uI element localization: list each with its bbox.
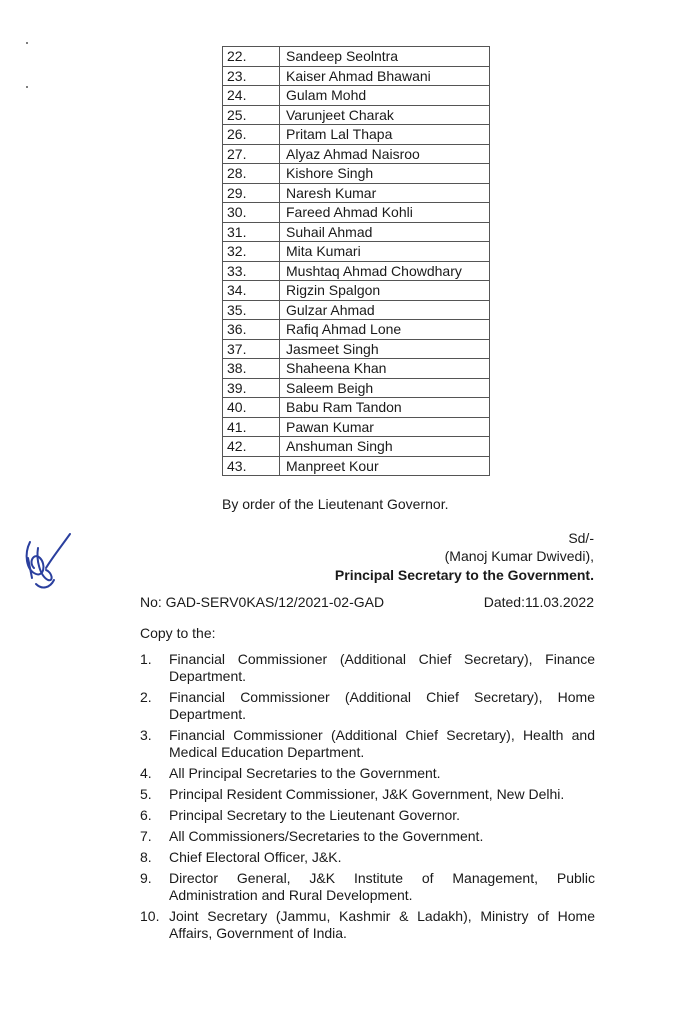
list-item-text: Joint Secretary (Jammu, Kashmir & Ladakh), Ministry of Home Affairs, Government of India. (169, 908, 595, 941)
list-item-text: Principal Secretary to the Lieutenant Governor. (169, 807, 461, 823)
name-cell: Pritam Lal Thapa (280, 125, 490, 145)
name-cell: Mita Kumari (280, 242, 490, 262)
name-cell: Rafiq Ahmad Lone (280, 320, 490, 340)
list-item-number: 4. (140, 765, 152, 781)
serial-number-cell: 33. (223, 261, 280, 281)
serial-number-cell: 42. (223, 437, 280, 457)
list-item-number: 2. (140, 689, 152, 705)
name-cell: Jasmeet Singh (280, 339, 490, 359)
table-row (223, 125, 490, 145)
list-item-number: 10. (140, 908, 160, 924)
list-item (140, 765, 595, 782)
list-item-number: 5. (140, 786, 152, 802)
table-row (223, 281, 490, 301)
table-row (223, 242, 490, 262)
list-item-text: All Commissioners/Secretaries to the Government. (169, 828, 484, 844)
serial-number-cell: 29. (223, 183, 280, 203)
list-item (140, 786, 595, 803)
table-row (223, 417, 490, 437)
name-cell: Sandeep Seolntra (280, 47, 490, 67)
table-row (223, 339, 490, 359)
serial-number-cell: 26. (223, 125, 280, 145)
list-item-number: 8. (140, 849, 152, 865)
list-item (140, 651, 595, 685)
name-cell: Anshuman Singh (280, 437, 490, 457)
name-cell: Varunjeet Charak (280, 105, 490, 125)
serial-number-cell: 27. (223, 144, 280, 164)
name-cell: Suhail Ahmad (280, 222, 490, 242)
table-row (223, 47, 490, 67)
list-item-number: 7. (140, 828, 152, 844)
name-cell: Alyaz Ahmad Naisroo (280, 144, 490, 164)
name-cell: Gulzar Ahmad (280, 300, 490, 320)
list-item-number: 6. (140, 807, 152, 823)
serial-number-cell: 30. (223, 203, 280, 223)
serial-number-cell: 39. (223, 378, 280, 398)
name-cell: Kishore Singh (280, 164, 490, 184)
serial-number-cell: 43. (223, 456, 280, 476)
name-cell: Gulam Mohd (280, 86, 490, 106)
name-cell: Babu Ram Tandon (280, 398, 490, 418)
serial-number-cell: 41. (223, 417, 280, 437)
scan-speck (26, 42, 28, 44)
handwritten-initials-signature (16, 528, 76, 598)
signer-name: (Manoj Kumar Dwivedi), (444, 548, 594, 564)
names-table-body (223, 47, 490, 476)
table-row (223, 320, 490, 340)
serial-number-cell: 23. (223, 66, 280, 86)
table-row (223, 261, 490, 281)
reference-number: No: GAD-SERV0KAS/12/2021-02-GAD (140, 594, 385, 610)
table-row (223, 86, 490, 106)
list-item-number: 1. (140, 651, 152, 667)
serial-number-cell: 28. (223, 164, 280, 184)
list-item (140, 908, 595, 942)
table-row (223, 222, 490, 242)
table-row (223, 66, 490, 86)
table-row (223, 183, 490, 203)
list-item-text: Chief Electoral Officer, J&K. (169, 849, 342, 865)
serial-number-cell: 34. (223, 281, 280, 301)
serial-number-cell: 35. (223, 300, 280, 320)
serial-number-cell: 36. (223, 320, 280, 340)
serial-number-cell: 24. (223, 86, 280, 106)
names-table (222, 46, 490, 476)
scan-speck (26, 86, 28, 88)
serial-number-cell: 31. (223, 222, 280, 242)
list-item (140, 849, 595, 866)
table-row (223, 300, 490, 320)
serial-number-cell: 32. (223, 242, 280, 262)
name-cell: Mushtaq Ahmad Chowdhary (280, 261, 490, 281)
table-row (223, 359, 490, 379)
list-item-text: Financial Commissioner (Additional Chief Secretary), Finance Department. (169, 651, 595, 684)
signer-title: Principal Secretary to the Government. (334, 567, 594, 583)
name-cell: Shaheena Khan (280, 359, 490, 379)
name-cell: Kaiser Ahmad Bhawani (280, 66, 490, 86)
order-line: By order of the Lieutenant Governor. (222, 496, 449, 512)
name-cell: Saleem Beigh (280, 378, 490, 398)
serial-number-cell: 37. (223, 339, 280, 359)
copy-to-list (140, 651, 595, 946)
table-row (223, 398, 490, 418)
serial-number-cell: 38. (223, 359, 280, 379)
list-item-text: Financial Commissioner (Additional Chief Secretary), Health and Medical Education Department. (169, 727, 595, 760)
name-cell: Rigzin Spalgon (280, 281, 490, 301)
table-row (223, 105, 490, 125)
table-row (223, 164, 490, 184)
list-item (140, 727, 595, 761)
list-item (140, 689, 595, 723)
serial-number-cell: 40. (223, 398, 280, 418)
sd-mark: Sd/- (568, 530, 594, 546)
list-item (140, 870, 595, 904)
table-row (223, 144, 490, 164)
list-item (140, 807, 595, 824)
list-item-text: All Principal Secretaries to the Government. (169, 765, 441, 781)
list-item (140, 828, 595, 845)
name-cell: Fareed Ahmad Kohli (280, 203, 490, 223)
name-cell: Manpreet Kour (280, 456, 490, 476)
name-cell: Naresh Kumar (280, 183, 490, 203)
serial-number-cell: 25. (223, 105, 280, 125)
list-item-number: 9. (140, 870, 152, 886)
copy-to-heading: Copy to the: (140, 625, 216, 641)
reference-date: Dated:11.03.2022 (483, 594, 594, 610)
list-item-number: 3. (140, 727, 152, 743)
table-row (223, 437, 490, 457)
table-row (223, 456, 490, 476)
table-row (223, 378, 490, 398)
serial-number-cell: 22. (223, 47, 280, 67)
name-cell: Pawan Kumar (280, 417, 490, 437)
list-item-text: Principal Resident Commissioner, J&K Government, New Delhi. (169, 786, 565, 802)
table-row (223, 203, 490, 223)
list-item-text: Director General, J&K Institute of Management, Public Administration and Rural Development. (169, 870, 595, 903)
list-item-text: Financial Commissioner (Additional Chief Secretary), Home Department. (169, 689, 595, 722)
